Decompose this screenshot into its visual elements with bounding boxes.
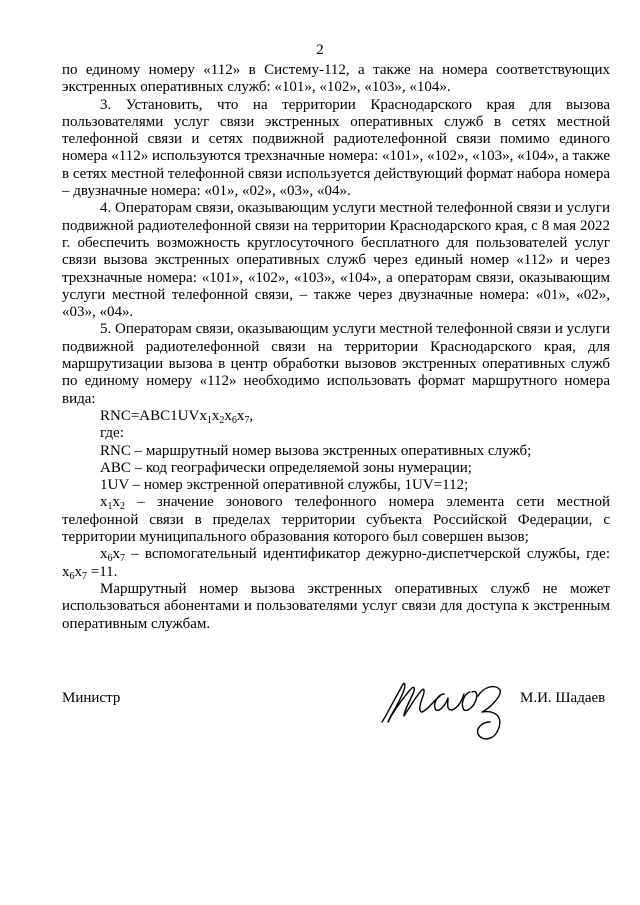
definition-uv: 1UV – номер экстренной оперативной службы, 1UV=112; bbox=[100, 477, 469, 494]
formula-where-label: где: bbox=[100, 425, 124, 442]
formula-prefix: RNC=ABC1UV bbox=[100, 407, 200, 424]
paragraph-5: 5. Операторам связи, оказывающим услуги местной телефонной связи и услуги подвижной радиотелефонной связи на территории Краснодарского края, для маршрутизации вызова в центр обработки вызовов экстренных оперативных служб по единому номеру «112» необходимо использовать формат маршрутного номера вида: bbox=[62, 321, 610, 407]
routing-number-formula: $RNC=ABC1UVx_1x_2x_6x_7$, bbox=[100, 407, 254, 426]
closing-paragraph: Маршрутный номер вызова экстренных оперативных служб не может использоваться абонентами и пользователями услуг связи для доступа к экстренным оперативным службам. bbox=[62, 580, 610, 632]
signatory-title: Министр bbox=[62, 690, 121, 706]
paragraph-4: 4. Операторам связи, оказывающим услуги местной телефонной связи и услуги подвижной радиотелефонной связи на территории Краснодарского края, с 8 мая 2022 г. обеспечить возможность круглосуточного бесплатного для пользователей услуг связи вызова экстренных оперативных служб через единый номер «112» и через трехзначные номера: «101», «102», «103», «104», а операторам связи, оказывающим услуги местной телефонной связи, – также через двузначные номера: «01», «02», «03», «04». bbox=[62, 200, 610, 321]
handwritten-signature bbox=[378, 664, 513, 746]
paragraph-continuation: по единому номеру «112» в Систему-112, а также на номера соответствующих экстренных оперативных служб: «101», «102», «103», «104». bbox=[62, 62, 610, 96]
formula-trailing-comma: , bbox=[249, 407, 254, 424]
document-body bbox=[62, 62, 610, 633]
definition-x6x7: $x_6x_7$ – вспомогательный идентификатор дежурно-диспетчерской службы, где: $x_6x_7 =11$. bbox=[62, 546, 610, 582]
definition-x1x2: $x_1x_2$ – значение зонового телефонного номера элемента сети местной телефонной связи в пределах территории субъекта Российской Федерации, с территории муниципального образования которого был совершен вызов; bbox=[62, 494, 610, 546]
paragraph-3: 3. Установить, что на территории Краснодарского края для вызова пользователями услуг связи экстренных оперативных служб в сетях местной телефонной связи и сетях подвижной радиотелефонной связи помимо единого номера «112» используются трехзначные номера: «101», «102», «103», «104», а также в сетях местной телефонной связи используется действующий формат набора номера – двузначные номера: «01», «02», «03», «04». bbox=[62, 96, 610, 200]
page-number: 2 bbox=[316, 42, 324, 58]
signatory-name: М.И. Шадаев bbox=[520, 690, 606, 706]
definition-rnc: RNC – маршрутный номер вызова экстренных оперативных служб; bbox=[100, 442, 532, 459]
definition-abc: ABC – код географически определяемой зоны нумерации; bbox=[100, 459, 472, 476]
